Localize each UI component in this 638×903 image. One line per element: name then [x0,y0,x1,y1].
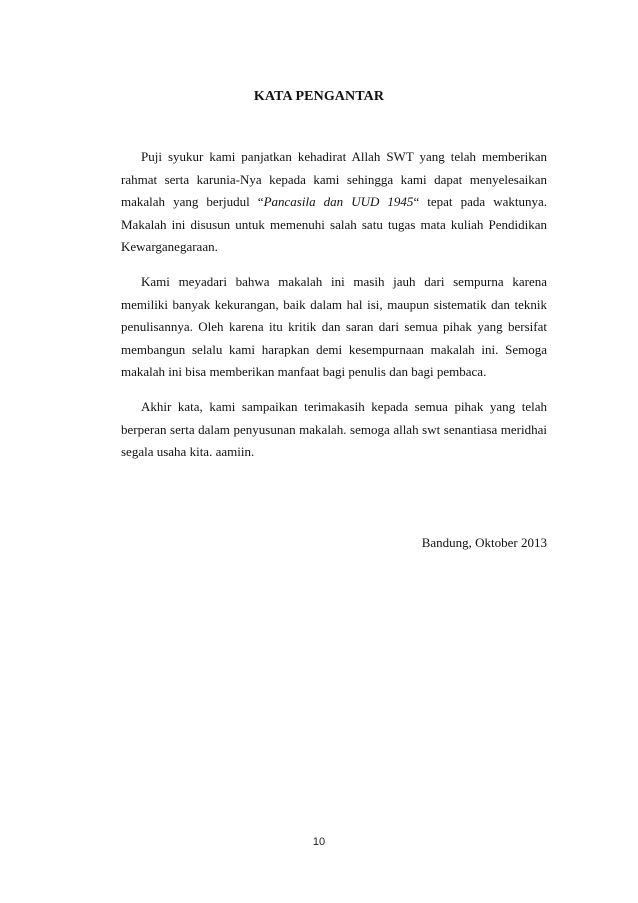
page-title: KATA PENGANTAR [253,89,385,104]
paragraph-intro [121,146,547,259]
paper-title-italic: Pancasila dan UUD 1945 [263,194,414,210]
paragraph-closing: Akhir kata, kami sampaikan terimakasih kepada semua pihak yang telah berperan serta dalam penyusunan makalah. semoga allah swt senantiasa meridhai segala usaha kita. aamiin. [121,398,547,460]
body-text [121,146,547,464]
paragraph-limitations: Kami meyadari bahwa makalah ini masih jauh dari sempurna karena memiliki banyak kekurangan, baik dalam hal isi, maupun sistematik dan teknik penulisannya. Oleh karena itu kritik dan saran dari semua pihak yang bersifat membangun selalu kami harapkan demi kesempurnaan makalah ini. Semoga makalah ini bisa memberikan manfaat bagi penulis dan bagi pembaca. [121,273,547,380]
paragraph-intro-text-start: Puji syukur kami panjatkan kehadirat Allah SWT yang telah memberikan rahmat serta karunia-Nya kepada kami sehingga kami dapat menyelesaikan makalah yang berjudul “ [121,149,547,210]
paragraph-intro-text-end: “ tepat pada waktunya. Makalah ini disusun untuk memenuhi salah satu tugas mata kuliah Pendidikan Kewarganegaraan. [121,194,547,255]
place-date: Bandung, Oktober 2013 [421,535,547,550]
page-number: 10 [312,836,326,848]
